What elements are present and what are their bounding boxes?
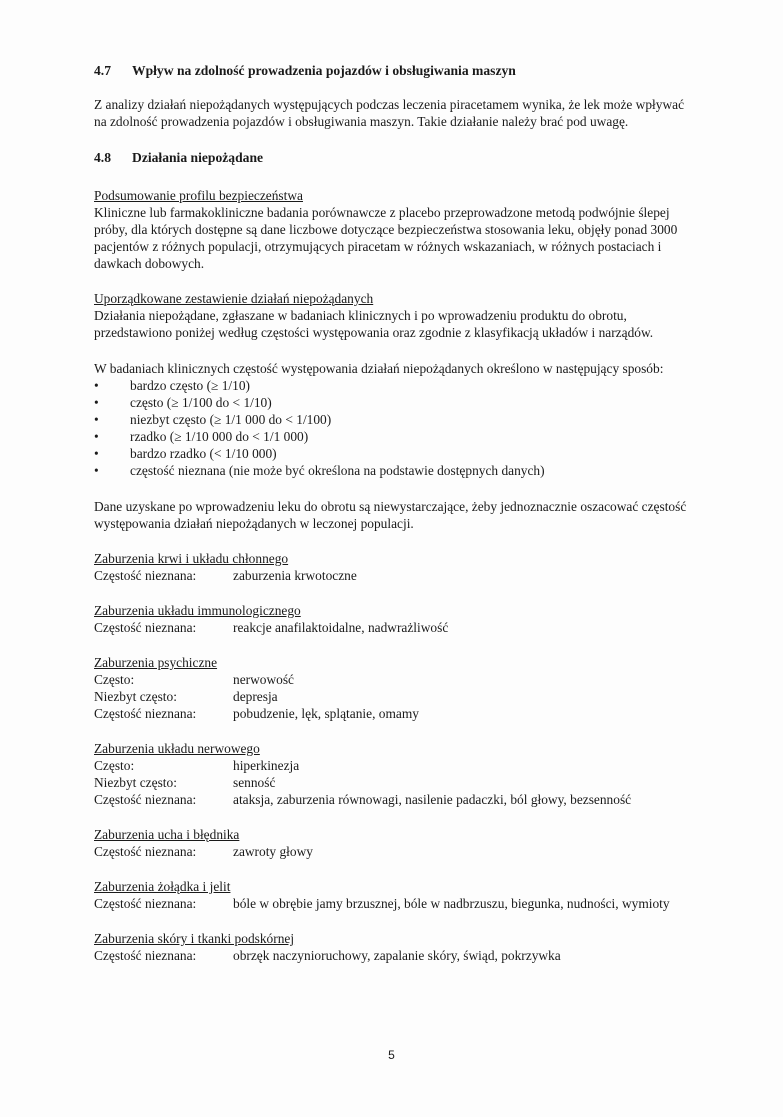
reaction-value: bóle w obrębie jamy brzusznej, bóle w nadbrzuszu, biegunka, nudności, wymioty — [233, 896, 670, 911]
frequency-label: Niezbyt często: — [94, 689, 177, 704]
organ-class-heading: Zaburzenia skóry i tkanki podskórnej — [94, 931, 295, 946]
section-4-7-text: Z analizy działań niepożądanych występujących podczas leczenia piracetamem wynika, że lek może wpływać na zdolność prowadzenia pojazdów i obsługiwania maszyn. Takie działanie należy brać pod uwagę. — [94, 97, 685, 129]
reaction-value: zawroty głowy — [233, 844, 313, 859]
organ-class-heading: Zaburzenia układu immunologicznego — [94, 603, 301, 618]
organ-class-immune — [94, 602, 694, 636]
organ-class-gastrointestinal — [94, 878, 694, 912]
list-item: • często (≥ 1/100 do < 1/10) — [94, 394, 694, 411]
frequency-label: Często: — [94, 672, 135, 687]
post-marketing-text: Dane uzyskane po wprowadzeniu leku do obrotu są niewystarczające, żeby jednoznacznie oszacować częstość występowania działań niepożądanych w leczonej populacji. — [94, 499, 687, 531]
reaction-value: reakcje anafilaktoidalne, nadwrażliwość — [233, 620, 449, 635]
reaction-value: obrzęk naczynioruchowy, zapalanie skóry, świąd, pokrzywka — [233, 948, 561, 963]
frequency-row — [94, 774, 694, 791]
organ-class-heading: Zaburzenia psychiczne — [94, 655, 218, 670]
frequency-list — [94, 377, 694, 479]
reaction-value: hiperkinezja — [233, 758, 300, 773]
frequency-row — [94, 843, 694, 860]
list-text: Działania niepożądane, zgłaszane w badaniach klinicznych i po wprowadzeniu produktu do obrotu, przedstawiono poniżej według częstości występowania oraz zgodnie z klasyfikacją układów i narządów. — [94, 308, 654, 340]
frequency-label: Często: — [94, 758, 135, 773]
organ-class-heading: Zaburzenia układu nerwowego — [94, 741, 260, 756]
organ-class-skin — [94, 930, 694, 964]
frequency-row — [94, 619, 694, 636]
frequency-label: Częstość nieznana: — [94, 844, 197, 859]
section-title: Działania niepożądane — [132, 150, 264, 165]
frequency-row — [94, 791, 694, 808]
summary-heading: Podsumowanie profilu bezpieczeństwa — [94, 188, 303, 203]
organ-class-heading: Zaburzenia żołądka i jelit — [94, 879, 231, 894]
organ-class-heading: Zaburzenia ucha i błędnika — [94, 827, 240, 842]
reaction-value: senność — [233, 775, 276, 790]
section-title: Wpływ na zdolność prowadzenia pojazdów i obsługiwania maszyn — [132, 63, 516, 78]
list-item: • niezbyt często (≥ 1/1 000 do < 1/100) — [94, 411, 694, 428]
frequency-label: Częstość nieznana: — [94, 706, 197, 721]
frequency-label: Częstość nieznana: — [94, 620, 197, 635]
frequency-row — [94, 947, 694, 964]
organ-class-ear — [94, 826, 694, 860]
reaction-value: zaburzenia krwotoczne — [233, 568, 357, 583]
page-number: 5 — [388, 1048, 395, 1062]
reaction-value: nerwowość — [233, 672, 294, 687]
list-item: • rzadko (≥ 1/10 000 do < 1/1 000) — [94, 428, 694, 445]
frequency-label: Częstość nieznana: — [94, 568, 197, 583]
organ-class-psychiatric — [94, 654, 694, 722]
frequency-row — [94, 705, 694, 722]
list-heading: Uporządkowane zestawienie działań niepożądanych — [94, 291, 374, 306]
list-item: • bardzo często (≥ 1/10) — [94, 377, 694, 394]
frequency-row — [94, 895, 694, 912]
section-4-7-heading — [94, 62, 694, 80]
list-item: • bardzo rzadko (< 1/10 000) — [94, 445, 694, 462]
summary-text: Kliniczne lub farmakokliniczne badania porównawcze z placebo przeprowadzone metodą podwójnie ślepej próby, dla których dostępne są dane liczbowe dotyczące bezpieczeństwa stosowania leku, objęły ponad 3000 pacjentów z różnych populacji, otrzymujących piracetam w różnych wskazaniach, w różnych postaciach i dawkach dobowych. — [94, 205, 678, 271]
page-content — [94, 62, 694, 964]
frequency-row — [94, 567, 694, 584]
organ-class-nervous — [94, 740, 694, 808]
frequency-intro: W badaniach klinicznych częstość występowania działań niepożądanych określono w następujący sposób: — [94, 361, 664, 376]
reaction-value: pobudzenie, lęk, splątanie, omamy — [233, 706, 419, 721]
frequency-row — [94, 688, 694, 705]
frequency-row — [94, 757, 694, 774]
reaction-value: ataksja, zaburzenia równowagi, nasilenie padaczki, ból głowy, bezsenność — [233, 792, 632, 807]
section-number: 4.8 — [94, 150, 111, 165]
organ-class-heading: Zaburzenia krwi i układu chłonnego — [94, 551, 289, 566]
list-item: • częstość nieznana (nie może być określona na podstawie dostępnych danych) — [94, 462, 694, 479]
frequency-row — [94, 671, 694, 688]
frequency-label: Częstość nieznana: — [94, 896, 197, 911]
section-4-8-heading — [94, 149, 694, 167]
frequency-label: Częstość nieznana: — [94, 948, 197, 963]
reaction-value: depresja — [233, 689, 278, 704]
organ-class-blood — [94, 550, 694, 584]
frequency-label: Niezbyt często: — [94, 775, 177, 790]
section-number: 4.7 — [94, 63, 111, 78]
frequency-label: Częstość nieznana: — [94, 792, 197, 807]
